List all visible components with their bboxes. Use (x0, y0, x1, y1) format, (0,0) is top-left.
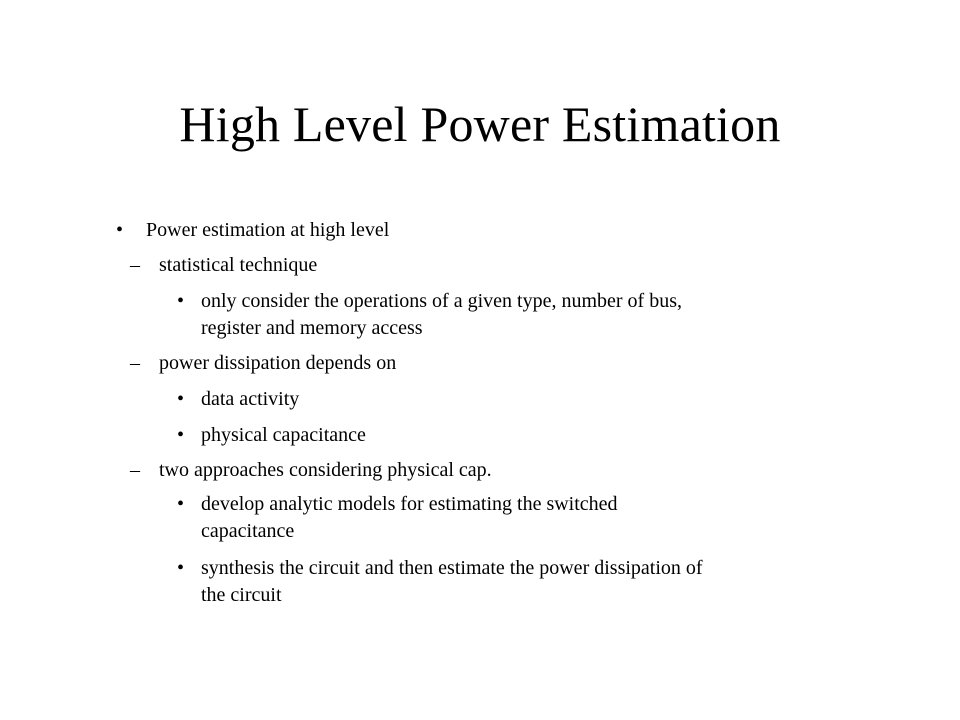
list-item-text: power dissipation depends on (159, 352, 397, 374)
bullet-marker: • (177, 493, 185, 515)
dash-marker: – (130, 352, 140, 374)
list-item-text: Power estimation at high level (146, 219, 390, 241)
list-item-text: register and memory access (201, 317, 423, 339)
list-item-text: only consider the operations of a given type, number of bus, (201, 290, 682, 312)
list-item-text: the circuit (201, 584, 282, 606)
list-item-text: capacitance (201, 520, 295, 542)
list-item-text: two approaches considering physical cap. (159, 459, 492, 481)
list-item-text: develop analytic models for estimating the switched (201, 493, 618, 515)
bullet-marker: • (116, 219, 124, 241)
list-item-text: synthesis the circuit and then estimate the power dissipation of (201, 557, 703, 579)
dash-marker: – (130, 254, 140, 276)
bullet-marker: • (177, 388, 185, 410)
bullet-marker: • (177, 290, 185, 312)
list-item-text: physical capacitance (201, 424, 366, 446)
dash-marker: – (130, 459, 140, 481)
list-item-text: statistical technique (159, 254, 318, 276)
list-item-text: data activity (201, 388, 300, 410)
slide-title: High Level Power Estimation (179, 96, 781, 152)
bullet-marker: • (177, 424, 185, 446)
bullet-marker: • (177, 557, 185, 579)
